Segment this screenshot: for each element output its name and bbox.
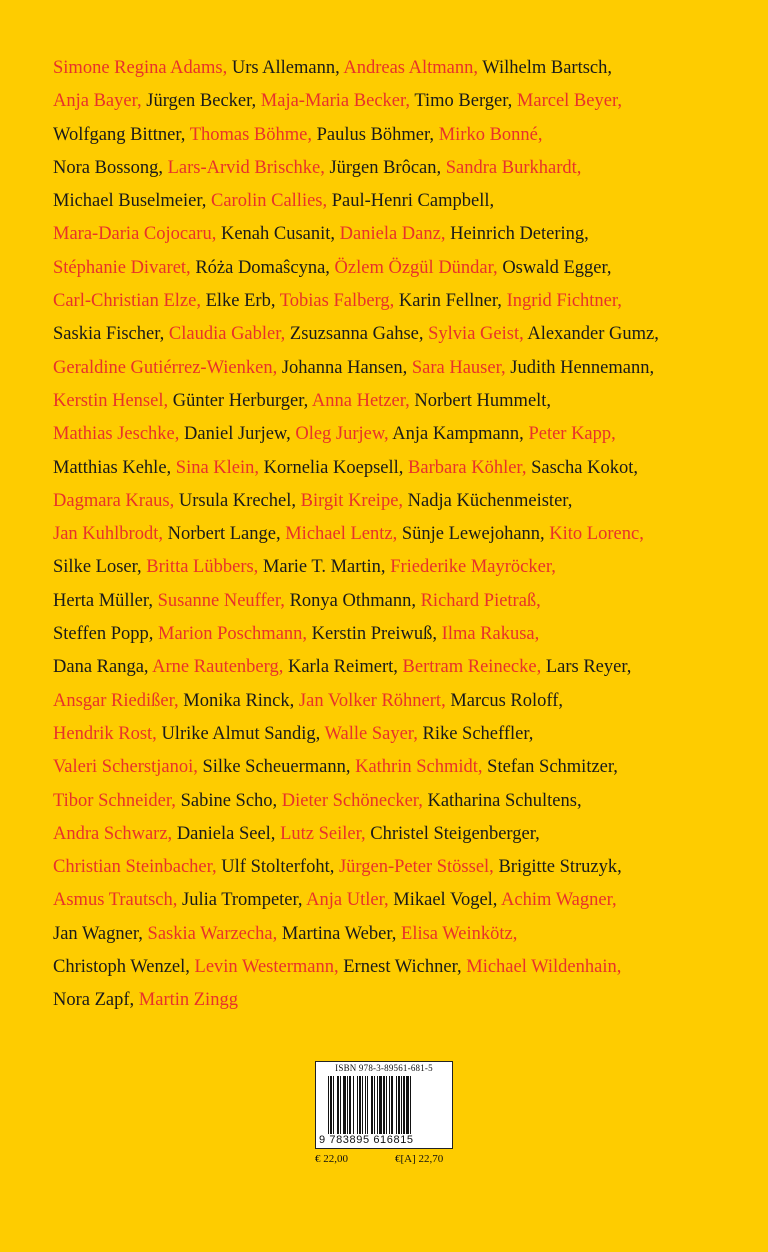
author-name: Martina Weber, — [281, 923, 397, 944]
author-name: Anja Utler, — [306, 890, 389, 911]
author-name: Ursula Krechel, — [178, 490, 296, 511]
author-name: Asmus Trautsch, — [53, 890, 178, 911]
author-name: Sascha Kokot, — [531, 457, 638, 478]
author-name: Judith Hennemann, — [510, 357, 655, 378]
author-name: Dagmara Kraus, — [53, 490, 175, 511]
author-name: Nadja Küchenmeister, — [407, 490, 573, 511]
author-name: Marion Poschmann, — [158, 624, 308, 645]
author-name: Bertram Reinecke, — [402, 657, 542, 678]
author-name: Michael Lentz, — [285, 524, 398, 545]
author-line — [53, 851, 733, 884]
author-name: Claudia Gabler, — [168, 324, 286, 345]
author-name: Mara-Daria Cojocaru, — [53, 224, 217, 245]
author-name: Jan Volker Röhnert, — [298, 690, 446, 711]
author-name: Sylvia Geist, — [428, 324, 524, 345]
author-name: Kerstin Hensel, — [53, 390, 169, 411]
author-name: Silke Scheuermann, — [202, 757, 351, 778]
author-name: Ansgar Riedißer, — [53, 690, 179, 711]
price-austria: €[A] 22,70 — [395, 1153, 444, 1165]
author-name: Alexander Gumz, — [527, 324, 659, 345]
author-name: Norbert Lange, — [167, 524, 281, 545]
author-name: Susanne Neuffer, — [157, 590, 285, 611]
author-line — [53, 718, 733, 751]
author-line — [53, 551, 733, 584]
author-line — [53, 984, 733, 1017]
author-name: Elisa Weinkötz, — [401, 923, 518, 944]
author-name: Sabine Scho, — [180, 790, 278, 811]
author-name: Simone Regina Adams, — [53, 58, 228, 78]
author-line — [53, 884, 733, 917]
isbn-barcode — [315, 1061, 453, 1149]
author-name: Andreas Altmann, — [343, 58, 478, 78]
author-name: Anja Bayer, — [53, 91, 142, 112]
author-name: Günter Herburger, — [172, 390, 309, 411]
author-name: Jürgen Becker, — [146, 91, 257, 112]
author-name: Paul-Henri Campbell, — [331, 191, 495, 212]
author-name: Karin Fellner, — [398, 291, 502, 312]
author-name: Martin Zingg — [138, 990, 238, 1011]
author-name: Wolfgang Bittner, — [53, 124, 186, 145]
author-line — [53, 785, 733, 818]
author-name: Zsuzsanna Gahse, — [289, 324, 424, 345]
author-name: Stéphanie Divaret, — [53, 257, 191, 278]
author-line — [53, 385, 733, 418]
author-name: Anja Kampmann, — [392, 424, 524, 445]
author-name: Silke Loser, — [53, 557, 142, 578]
author-name: Tobias Falberg, — [279, 291, 395, 312]
author-name: Barbara Köhler, — [408, 457, 527, 478]
author-line — [53, 485, 733, 518]
author-name: Róża Domaŝcyna, — [195, 257, 330, 278]
author-name: Tibor Schneider, — [53, 790, 176, 811]
author-line — [53, 252, 733, 285]
author-line — [53, 951, 733, 984]
author-name: Carl-Christian Elze, — [53, 291, 201, 312]
author-name: Dana Ranga, — [53, 657, 149, 678]
author-name: Levin Westermann, — [194, 957, 339, 978]
author-line — [53, 218, 733, 251]
author-name: Elke Erb, — [205, 291, 276, 312]
author-name: Johanna Hansen, — [281, 357, 408, 378]
author-name: Heinrich Detering, — [450, 224, 589, 245]
author-line — [53, 152, 733, 185]
author-line — [53, 518, 733, 551]
author-name: Friederike Mayröcker, — [390, 557, 556, 578]
author-name: Peter Kapp, — [528, 424, 616, 445]
author-name: Carolin Callies, — [211, 191, 328, 212]
barcode-icon — [328, 1076, 442, 1134]
author-name: Kathrin Schmidt, — [355, 757, 483, 778]
author-name: Ulf Stolterfoht, — [221, 857, 335, 878]
author-name: Norbert Hummelt, — [414, 390, 552, 411]
author-name: Sandra Burkhardt, — [445, 157, 582, 178]
author-name: Ronya Othmann, — [289, 590, 416, 611]
author-name: Saskia Fischer, — [53, 324, 165, 345]
author-name: Daniel Jurjew, — [184, 424, 291, 445]
author-line — [53, 452, 733, 485]
author-name: Matthias Kehle, — [53, 457, 172, 478]
author-name: Mikael Vogel, — [393, 890, 498, 911]
author-line — [53, 185, 733, 218]
author-name: Sina Klein, — [175, 457, 260, 478]
author-name: Jan Kuhlbrodt, — [53, 524, 163, 545]
isbn-digits: 9 783895 616815 — [319, 1134, 414, 1146]
author-name: Ingrid Fichtner, — [506, 291, 622, 312]
author-name: Geraldine Gutiérrez-Wienken, — [53, 357, 278, 378]
author-name: Stefan Schmitzer, — [487, 757, 618, 778]
author-name: Katharina Schultens, — [427, 790, 582, 811]
author-name: Daniela Seel, — [176, 823, 276, 844]
author-name: Sara Hauser, — [411, 357, 506, 378]
author-list — [53, 52, 733, 1018]
author-name: Nora Bossong, — [53, 157, 163, 178]
author-name: Monika Rinck, — [183, 690, 295, 711]
author-name: Steffen Popp, — [53, 624, 154, 645]
author-name: Mathias Jeschke, — [53, 424, 180, 445]
author-name: Lutz Seiler, — [280, 823, 366, 844]
author-name: Kerstin Preiwuß, — [311, 624, 438, 645]
author-name: Hendrik Rost, — [53, 723, 157, 744]
author-name: Arne Rautenberg, — [152, 657, 284, 678]
author-name: Jan Wagner, — [53, 923, 143, 944]
author-name: Daniela Danz, — [339, 224, 446, 245]
author-name: Brigitte Struzyk, — [498, 857, 622, 878]
author-line — [53, 618, 733, 651]
author-name: Achim Wagner, — [501, 890, 617, 911]
author-line — [53, 918, 733, 951]
author-name: Marcus Roloff, — [450, 690, 564, 711]
author-name: Marcel Beyer, — [516, 91, 622, 112]
author-name: Marie T. Martin, — [262, 557, 386, 578]
author-name: Ilma Rakusa, — [441, 624, 540, 645]
author-name: Özlem Özgül Dündar, — [334, 257, 498, 278]
author-name: Kito Lorenc, — [549, 524, 644, 545]
author-name: Ernest Wichner, — [343, 957, 462, 978]
author-name: Michael Buselmeier, — [53, 191, 207, 212]
author-name: Valeri Scherstjanoi, — [53, 757, 198, 778]
author-line — [53, 352, 733, 385]
author-name: Wilhelm Bartsch, — [482, 58, 613, 78]
author-name: Christian Steinbacher, — [53, 857, 217, 878]
price-germany: € 22,00 — [315, 1153, 348, 1165]
author-name: Thomas Böhme, — [189, 124, 312, 145]
author-line — [53, 418, 733, 451]
author-name: Andra Schwarz, — [53, 823, 173, 844]
author-name: Birgit Kreipe, — [300, 490, 404, 511]
author-line — [53, 119, 733, 152]
author-line — [53, 651, 733, 684]
author-name: Nora Zapf, — [53, 990, 135, 1011]
author-name: Paulus Böhmer, — [316, 124, 435, 145]
author-name: Ulrike Almut Sandig, — [161, 723, 321, 744]
author-line — [53, 85, 733, 118]
author-name: Richard Pietraß, — [420, 590, 541, 611]
author-name: Christel Steigenberger, — [370, 823, 540, 844]
author-line — [53, 685, 733, 718]
author-name: Jürgen Brôcan, — [329, 157, 442, 178]
author-name: Jürgen-Peter Stössel, — [338, 857, 494, 878]
author-name: Rike Scheffler, — [422, 723, 534, 744]
author-name: Maja-Maria Becker, — [260, 91, 411, 112]
author-name: Julia Trompeter, — [182, 890, 303, 911]
isbn-label: ISBN 978-3-89561-681-5 — [335, 1063, 433, 1073]
author-name: Walle Sayer, — [324, 723, 418, 744]
author-line — [53, 285, 733, 318]
author-name: Saskia Warzecha, — [147, 923, 278, 944]
author-line — [53, 318, 733, 351]
author-name: Kenah Cusanit, — [220, 224, 336, 245]
author-name: Anna Hetzer, — [311, 390, 410, 411]
author-line — [53, 52, 733, 85]
author-line — [53, 751, 733, 784]
author-name: Sünje Lewejohann, — [401, 524, 545, 545]
author-name: Lars-Arvid Brischke, — [167, 157, 325, 178]
author-name: Herta Müller, — [53, 590, 153, 611]
author-name: Lars Reyer, — [545, 657, 632, 678]
author-line — [53, 585, 733, 618]
author-name: Britta Lübbers, — [146, 557, 259, 578]
author-name: Mirko Bonné, — [438, 124, 543, 145]
author-name: Michael Wildenhain, — [466, 957, 622, 978]
author-name: Dieter Schönecker, — [281, 790, 423, 811]
author-name: Urs Allemann, — [231, 58, 340, 78]
author-name: Christoph Wenzel, — [53, 957, 190, 978]
author-line — [53, 818, 733, 851]
author-name: Kornelia Koepsell, — [263, 457, 404, 478]
author-name: Oswald Egger, — [502, 257, 612, 278]
author-name: Timo Berger, — [414, 91, 513, 112]
author-name: Oleg Jurjew, — [295, 424, 389, 445]
author-name: Karla Reimert, — [287, 657, 398, 678]
